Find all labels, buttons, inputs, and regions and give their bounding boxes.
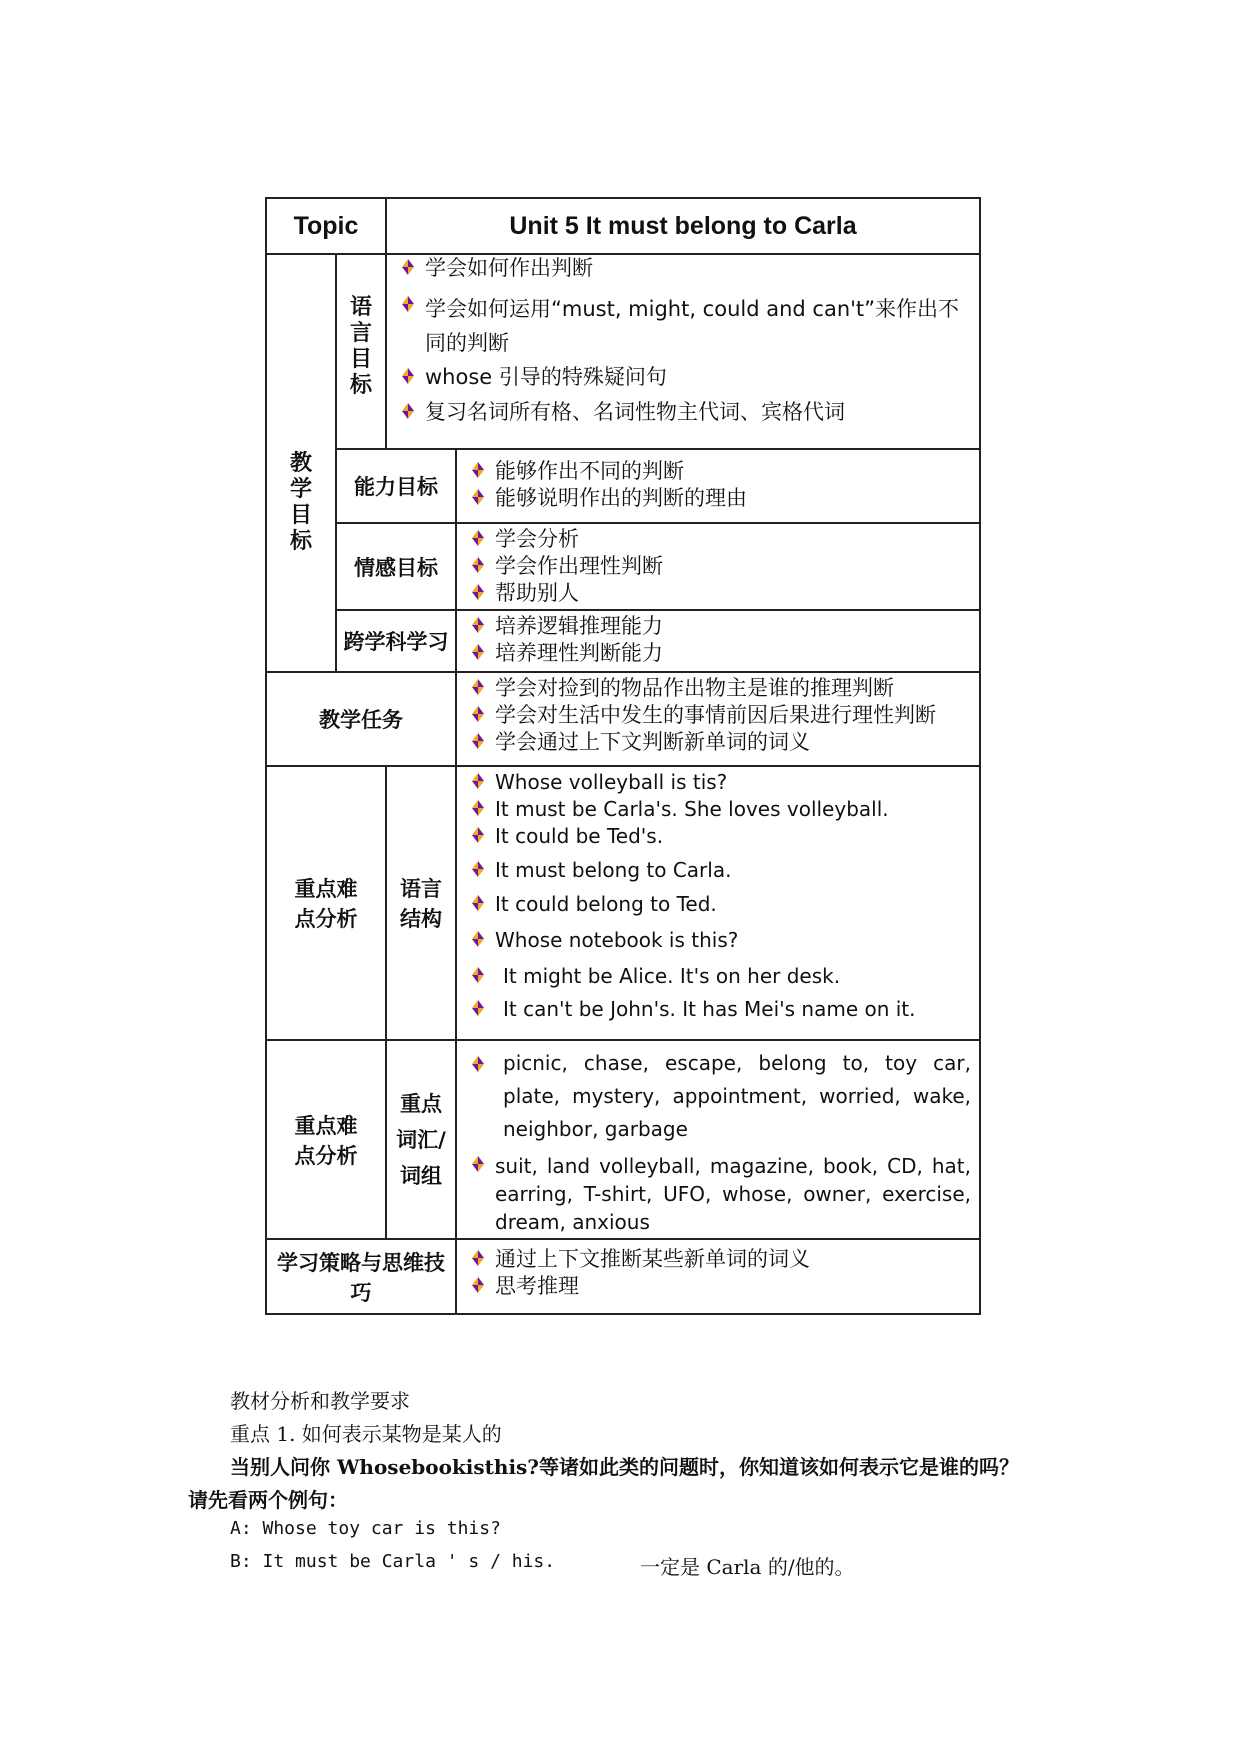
list-item: whose 引导的特殊疑问句 (395, 364, 971, 391)
language-goals-label: 语 言 目 标 (349, 295, 372, 398)
list-item: 学会如何作出判断 (395, 255, 971, 282)
cross-subject-content (456, 610, 980, 672)
bullet-icon (399, 367, 417, 385)
list-item: Whose notebook is this? (465, 927, 971, 954)
example-b: B: It must be Carla ' s / his. (230, 1551, 556, 1572)
language-goals-content (386, 254, 980, 449)
bullet-icon (469, 556, 487, 574)
list-item: 帮助别人 (465, 580, 971, 607)
list-item: suit, land volleyball, magazine, book, CD, hat, earring, T-shirt, UFO, whose, owner, exercise, dream, anxious (465, 1152, 971, 1236)
bullet-icon (469, 930, 487, 948)
bullet-icon (469, 772, 487, 790)
example-b-translation: 一定是 Carla 的/他的。 (640, 1555, 855, 1579)
lesson-plan-table (265, 197, 981, 1315)
tasks-label: 教学任务 (266, 672, 456, 766)
list-item: It could belong to Ted. (465, 891, 971, 918)
section-heading: 教材分析和教学要求 (230, 1389, 410, 1413)
vocab-content (456, 1040, 980, 1239)
bullet-icon (469, 860, 487, 878)
bullet-icon (469, 799, 487, 817)
list-item: 学会作出理性判断 (465, 553, 971, 580)
bullet-icon (469, 1155, 487, 1173)
topic-title: Unit 5 It must belong to Carla (386, 198, 980, 254)
tasks-content (456, 672, 980, 766)
paragraph: 请先看两个例句： (188, 1488, 348, 1512)
bullet-icon (469, 966, 487, 984)
bullet-icon (469, 1276, 487, 1294)
bullet-icon (469, 705, 487, 723)
structure-label: 语言结构 (386, 766, 456, 1040)
ability-goals-label: 能力目标 (336, 449, 456, 523)
bullet-icon (469, 1249, 487, 1267)
list-item: 通过上下文推断某些新单词的词义 (465, 1246, 971, 1273)
emotion-goals-label: 情感目标 (336, 523, 456, 610)
point-heading: 重点 1. 如何表示某物是某人的 (230, 1422, 502, 1446)
list-item: 培养理性判断能力 (465, 640, 971, 667)
bullet-icon (469, 678, 487, 696)
list-item: 学会分析 (465, 526, 971, 553)
bullet-icon (469, 643, 487, 661)
list-item: It can't be John's. It has Mei's name on it. (465, 996, 971, 1023)
bullet-icon (399, 402, 417, 420)
list-item: It could be Ted's. (465, 823, 971, 850)
bullet-icon (469, 1055, 487, 1073)
key-points-label-2: 重点难点分析 (266, 1040, 386, 1239)
list-item: 培养逻辑推理能力 (465, 613, 971, 640)
paragraph: 当别人问你 Whosebookisthis?等诸如此类的问题时，你知道该如何表示它是谁的吗？ (230, 1455, 1020, 1479)
teaching-goals-cell (266, 254, 336, 672)
topic-label: Topic (266, 198, 386, 254)
ability-goals-content (456, 449, 980, 523)
list-item: 学会对捡到的物品作出物主是谁的推理判断 (465, 675, 971, 702)
strategy-content (456, 1239, 980, 1314)
list-item: 学会通过上下文判断新单词的词义 (465, 729, 971, 756)
cross-subject-label: 跨学科学习 (336, 610, 456, 672)
bullet-icon (469, 732, 487, 750)
bullet-icon (469, 461, 487, 479)
list-item: It must be Carla's. She loves volleyball. (465, 796, 971, 823)
bullet-icon (469, 583, 487, 601)
structures-content (456, 766, 980, 1040)
bullet-icon (399, 258, 417, 276)
bullet-icon (469, 999, 487, 1017)
bullet-icon (399, 295, 417, 313)
bullet-icon (469, 826, 487, 844)
example-a: A: Whose toy car is this? (230, 1518, 501, 1539)
list-item: picnic, chase, escape, belong to, toy car, plate, mystery, appointment, worried, wake, neighbor, garbage (465, 1047, 971, 1146)
list-item: 学会如何运用“must, might, could and can't”来作出不同的判断 (395, 292, 971, 360)
vocab-label: 重点词汇/词组 (386, 1040, 456, 1239)
list-item: 能够说明作出的判断的理由 (465, 485, 971, 512)
bullet-icon (469, 616, 487, 634)
list-item: 学会对生活中发生的事情前因后果进行理性判断 (465, 702, 971, 729)
list-item: It might be Alice. It's on her desk. (465, 963, 971, 990)
language-goals-cell (336, 254, 386, 449)
emotion-goals-content (456, 523, 980, 610)
bullet-icon (469, 488, 487, 506)
list-item: 复习名词所有格、名词性物主代词、宾格代词 (395, 399, 971, 426)
bullet-icon (469, 894, 487, 912)
list-item: It must belong to Carla. (465, 857, 971, 884)
key-points-label: 重点难点分析 (266, 766, 386, 1040)
list-item: Whose volleyball is tis? (465, 769, 971, 796)
list-item: 能够作出不同的判断 (465, 458, 971, 485)
strategy-label: 学习策略与思维技巧 (266, 1239, 456, 1314)
bullet-icon (469, 529, 487, 547)
teaching-goals-label: 教 学 目 标 (289, 451, 312, 554)
list-item: 思考推理 (465, 1273, 971, 1300)
